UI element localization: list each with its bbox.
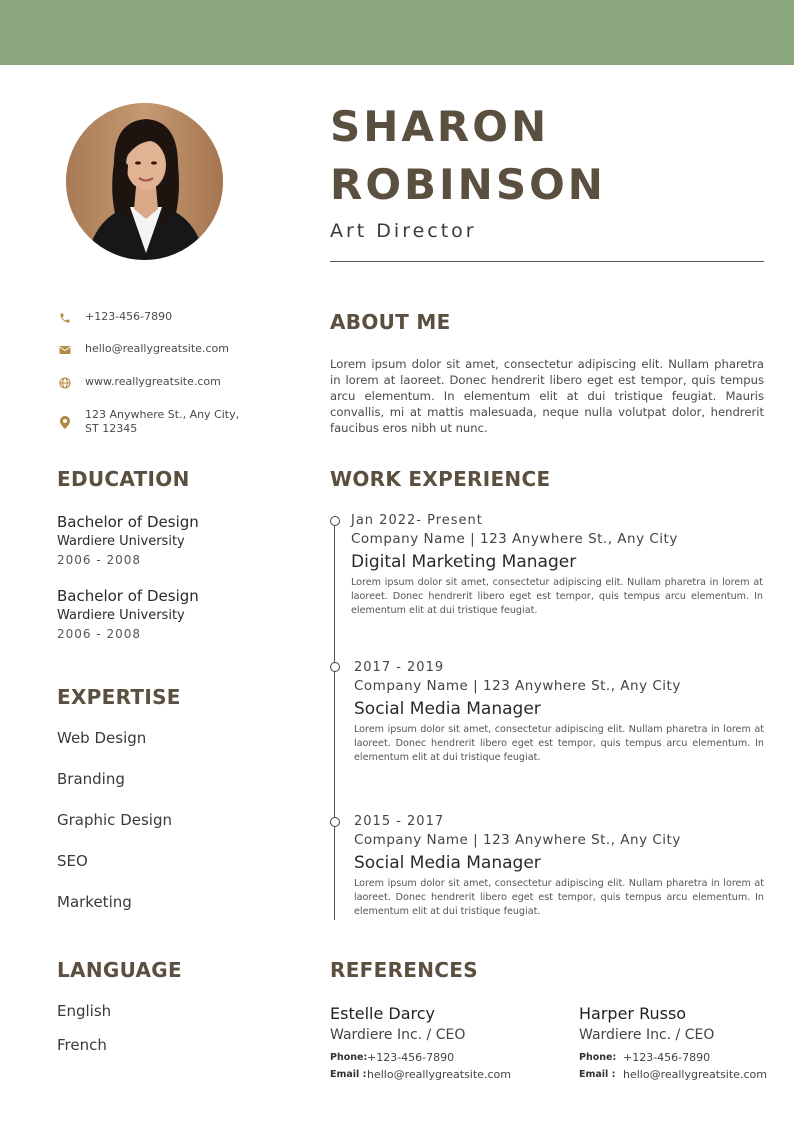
profile-photo <box>66 103 223 260</box>
email-label: Email : <box>330 1069 367 1080</box>
degree: Bachelor of Design <box>57 587 199 605</box>
reference-email: hello@reallygreatsite.com <box>367 1068 511 1081</box>
reference-company: Wardiere Inc. / CEO <box>330 1027 466 1043</box>
header-divider <box>330 261 764 262</box>
timeline-dot <box>330 516 340 526</box>
reference-phone: +123-456-7890 <box>623 1051 711 1064</box>
phone-text: +123-456-7890 <box>85 310 173 323</box>
education-heading: EDUCATION <box>57 467 190 491</box>
job-role: Art Director <box>330 220 477 242</box>
location-pin-icon <box>58 415 72 429</box>
reference-item <box>330 1004 511 1083</box>
email-label: Email : <box>579 1069 616 1080</box>
education-item <box>57 586 199 642</box>
education-item <box>57 512 199 568</box>
skill-item: Branding <box>57 770 125 788</box>
reference-phone: +123-456-7890 <box>367 1051 455 1064</box>
work-description: Lorem ipsum dolor sit amet, consectetur adipiscing elit. Nullam pharetra in lorem at laoreet. Donec hendrerit libero eget est tempor, quis tempus arcu elementum. In elementum elit at dui tristique feugiat. <box>351 577 763 616</box>
email-icon <box>58 343 72 357</box>
language-item: English <box>57 1002 112 1020</box>
expertise-heading: EXPERTISE <box>57 685 181 709</box>
work-description: Lorem ipsum dolor sit amet, consectetur adipiscing elit. Nullam pharetra in lorem at laoreet. Donec hendrerit libero eget est tempor, quis tempus arcu elementum. In elementum elit at dui tristique feugiat. <box>354 878 764 917</box>
contact-website <box>58 375 221 390</box>
address-line-2: ST 12345 <box>85 422 138 435</box>
globe-icon <box>58 376 72 390</box>
work-title: Digital Marketing Manager <box>351 552 577 572</box>
work-item <box>354 659 764 765</box>
work-company: Company Name | 123 Anywhere St., Any City <box>354 832 681 848</box>
address-line-1: 123 Anywhere St., Any City, <box>85 408 240 421</box>
work-description: Lorem ipsum dolor sit amet, consectetur adipiscing elit. Nullam pharetra in lorem at laoreet. Donec hendrerit libero eget est tempor, quis tempus arcu elementum. In elementum elit at dui tristique feugiat. <box>354 724 764 763</box>
address-text <box>85 408 239 436</box>
reference-email-row <box>579 1066 767 1083</box>
work-heading: WORK EXPERIENCE <box>330 467 551 491</box>
work-item <box>351 512 763 618</box>
contact-email <box>58 342 229 357</box>
website-text: www.reallygreatsite.com <box>85 375 221 388</box>
years: 2006 - 2008 <box>57 627 142 641</box>
work-title: Social Media Manager <box>354 699 541 719</box>
reference-item <box>579 1004 767 1083</box>
work-company: Company Name | 123 Anywhere St., Any City <box>351 531 678 547</box>
work-company: Company Name | 123 Anywhere St., Any City <box>354 678 681 694</box>
work-item <box>354 813 764 919</box>
reference-phone-row <box>330 1049 511 1066</box>
phone-icon <box>58 311 72 325</box>
school: Wardiere University <box>57 608 185 623</box>
skill-item: Graphic Design <box>57 811 172 829</box>
candidate-name <box>330 98 606 214</box>
reference-company: Wardiere Inc. / CEO <box>579 1027 715 1043</box>
phone-label: Phone: <box>330 1052 368 1063</box>
last-name: ROBINSON <box>330 160 606 209</box>
references-heading: REFERENCES <box>330 958 478 982</box>
reference-email-row <box>330 1066 511 1083</box>
degree: Bachelor of Design <box>57 513 199 531</box>
work-date: 2015 - 2017 <box>354 814 445 829</box>
work-date: 2017 - 2019 <box>354 660 445 675</box>
timeline-dot <box>330 662 340 672</box>
skill-item: Web Design <box>57 729 147 747</box>
timeline-dot <box>330 817 340 827</box>
email-text: hello@reallygreatsite.com <box>85 342 229 355</box>
reference-email: hello@reallygreatsite.com <box>623 1068 767 1081</box>
skill-item: Marketing <box>57 893 132 911</box>
school: Wardiere University <box>57 534 185 549</box>
reference-phone-row <box>579 1049 767 1066</box>
years: 2006 - 2008 <box>57 553 142 567</box>
language-heading: LANGUAGE <box>57 958 182 982</box>
contact-phone <box>58 310 172 325</box>
top-accent-bar <box>0 0 794 65</box>
work-date: Jan 2022- Present <box>351 513 483 528</box>
about-heading: ABOUT ME <box>330 310 451 334</box>
about-text: Lorem ipsum dolor sit amet, consectetur adipiscing elit. Nullam pharetra in lorem at laoreet. Donec hendrerit libero eget est tempor, quis tempus arcu elementum. In elementum elit at dui tristique feugiat. Mauris convallis, mi at mattis malesuada, neque nulla volutpat dolor, hendrerit faucibus eros nibh ut nunc. <box>330 357 764 435</box>
phone-label: Phone: <box>579 1052 617 1063</box>
reference-name: Estelle Darcy <box>330 1004 435 1023</box>
contact-address <box>58 408 239 436</box>
language-item: French <box>57 1036 107 1054</box>
skill-item: SEO <box>57 852 88 870</box>
reference-name: Harper Russo <box>579 1004 687 1023</box>
timeline-line <box>334 520 335 920</box>
work-title: Social Media Manager <box>354 853 541 873</box>
first-name: SHARON <box>330 102 550 151</box>
